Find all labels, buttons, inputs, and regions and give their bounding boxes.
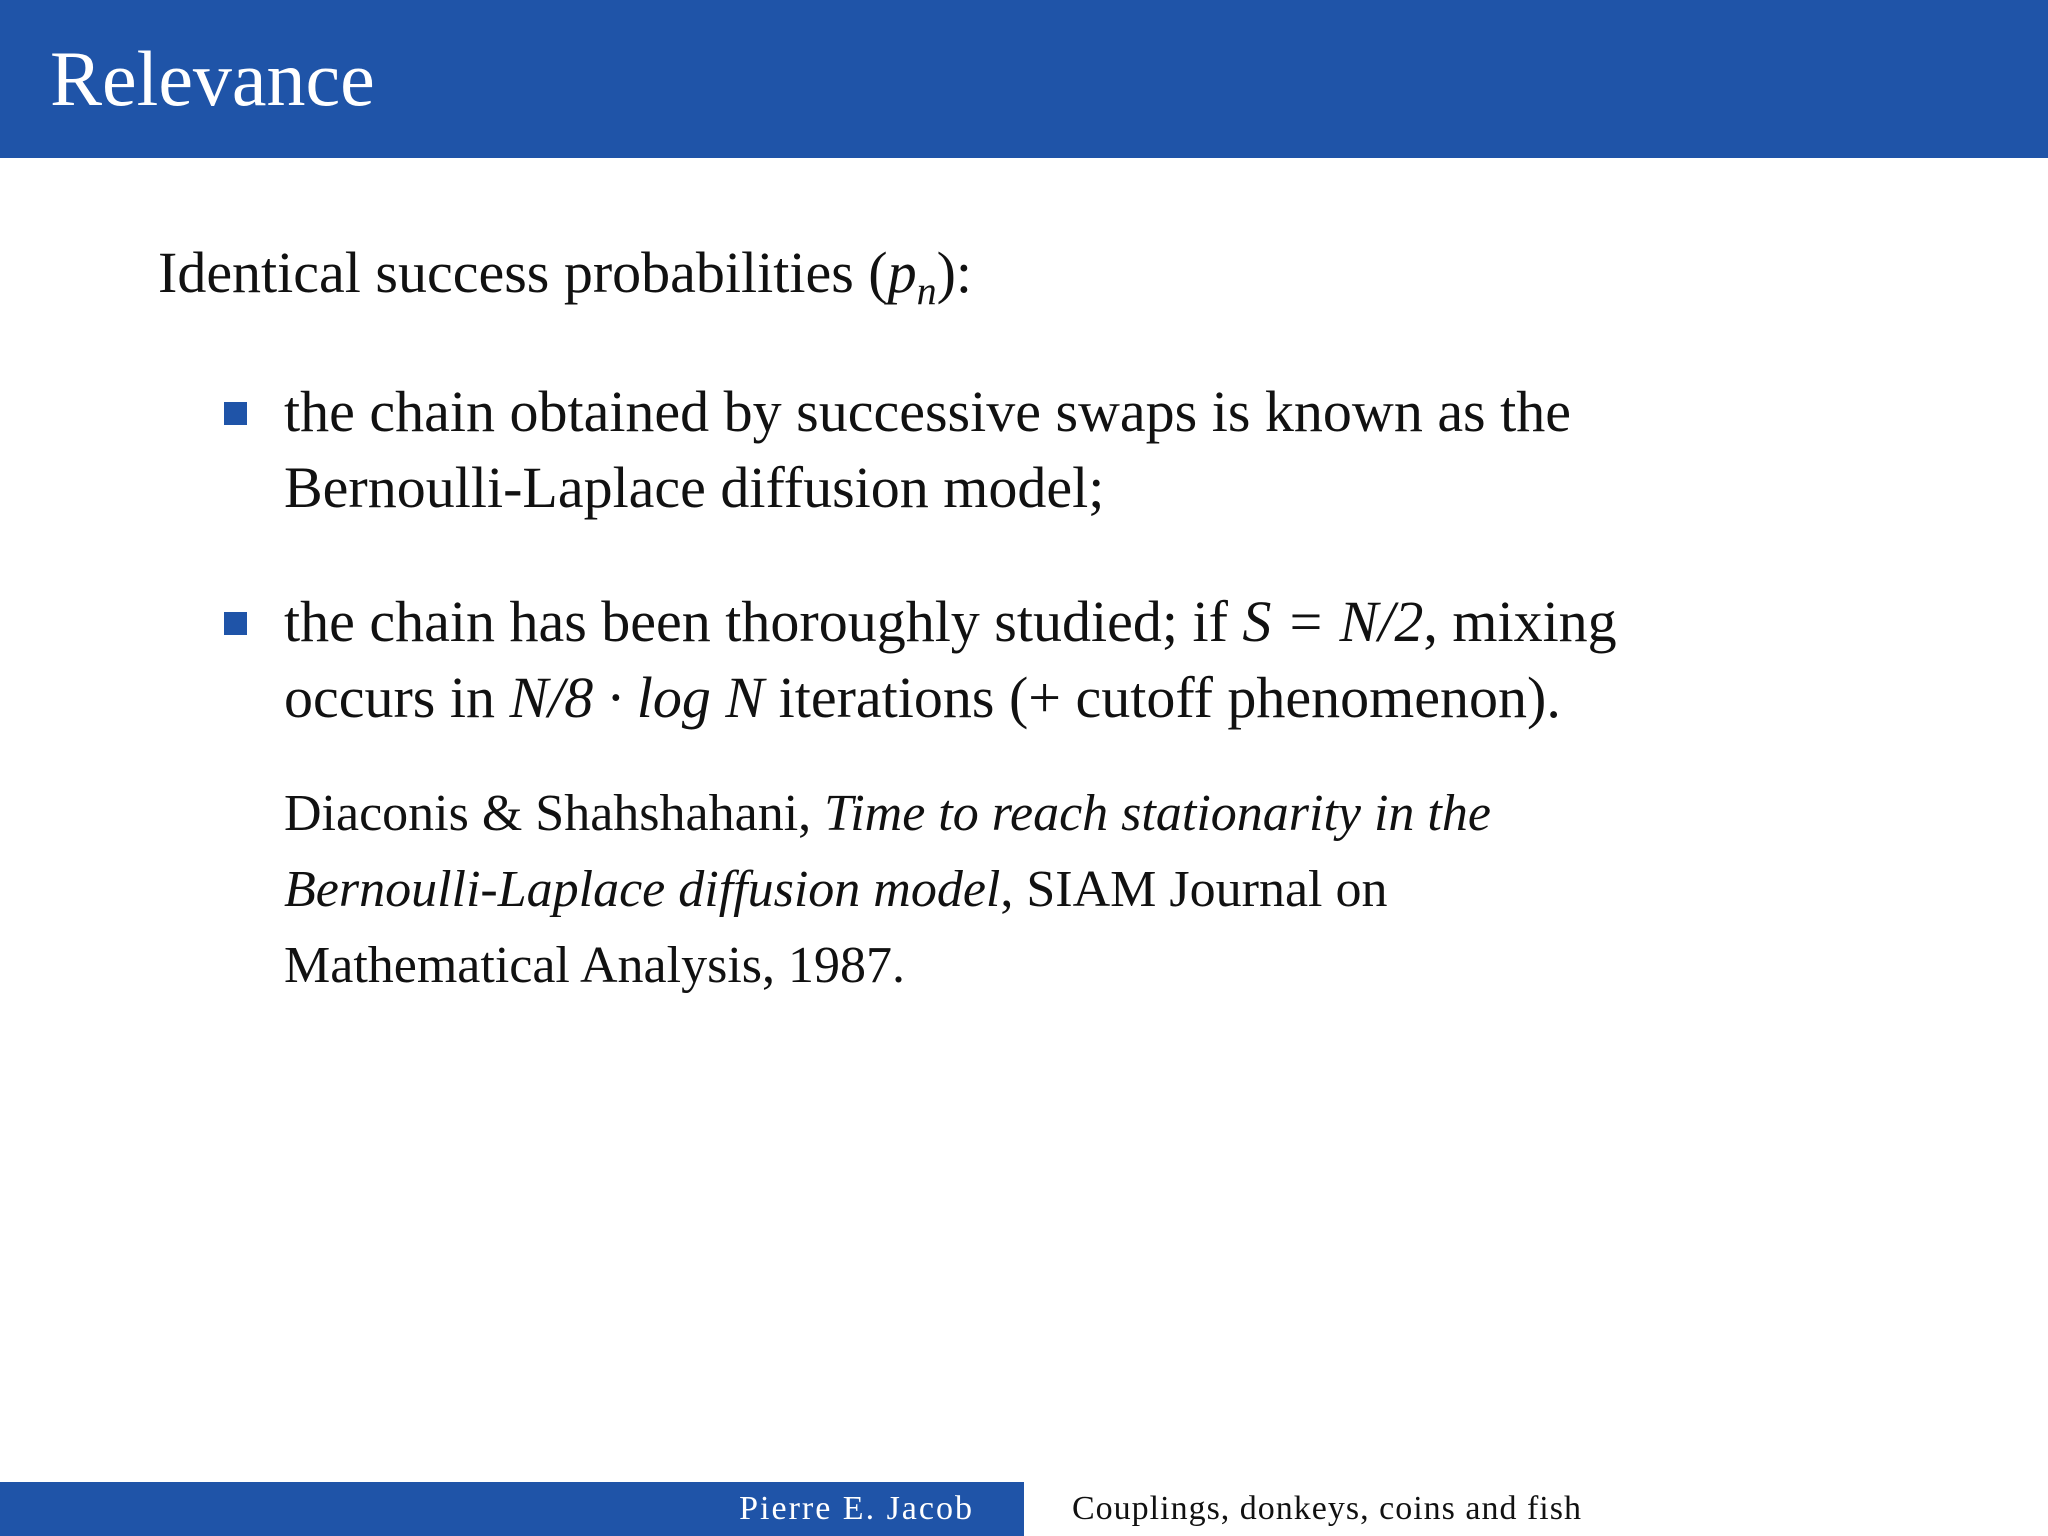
intro-math-subscript: n — [916, 268, 937, 313]
bullet-1-line-1: the chain obtained by successive swaps is known as the — [284, 379, 1571, 444]
intro-text: Identical success probabilities ( — [158, 240, 888, 305]
bullet-2-text-a: the chain has been thoroughly studied; if — [284, 589, 1243, 654]
bullet-2-text-b: , mixing — [1423, 589, 1617, 654]
bullet-2-text-c: occurs in — [284, 665, 510, 730]
intro-close: ): — [936, 240, 973, 305]
bullet-2-math-1: S = N/2 — [1242, 589, 1424, 654]
bullet-square-icon — [224, 612, 247, 635]
reference-title-part-1: Time to reach stationarity in the — [824, 785, 1491, 842]
bullet-item-2 — [224, 584, 1984, 736]
reference-line-2 — [284, 852, 1984, 928]
reference-line-3: Mathematical Analysis, 1987. — [284, 937, 906, 994]
reference-journal: , SIAM Journal on — [1000, 861, 1388, 918]
bullet-2-line-2 — [284, 660, 1984, 736]
bullet-2-text-d: iterations (+ cutoff phenomenon). — [764, 665, 1561, 730]
reference-authors: Diaconis & Shahshahani, — [284, 785, 825, 842]
bullet-2-math-2: N/8 · log N — [509, 665, 765, 730]
intro-statement — [158, 238, 973, 313]
footer-author-bar — [0, 1482, 1024, 1536]
slide-title: Relevance — [50, 35, 375, 122]
bullet-text-2 — [284, 584, 1984, 736]
footer-talk-title: Couplings, donkeys, coins and fish — [1072, 1490, 1582, 1527]
bullet-text-1 — [284, 374, 1984, 526]
bullet-square-icon — [224, 402, 247, 425]
reference-citation — [284, 776, 1984, 1004]
bullet-2-line-1 — [284, 584, 1984, 660]
reference-line-1 — [284, 776, 1984, 852]
intro-math-p: p — [887, 240, 917, 305]
reference-title-part-2: Bernoulli-Laplace diffusion model — [284, 861, 1001, 918]
footer-title-bar — [1024, 1482, 2048, 1536]
bullet-item-1 — [224, 374, 1984, 526]
footer-author: Pierre E. Jacob — [739, 1490, 974, 1527]
bullet-1-line-2: Bernoulli-Laplace diffusion model; — [284, 455, 1105, 520]
header-bar — [0, 0, 2048, 158]
